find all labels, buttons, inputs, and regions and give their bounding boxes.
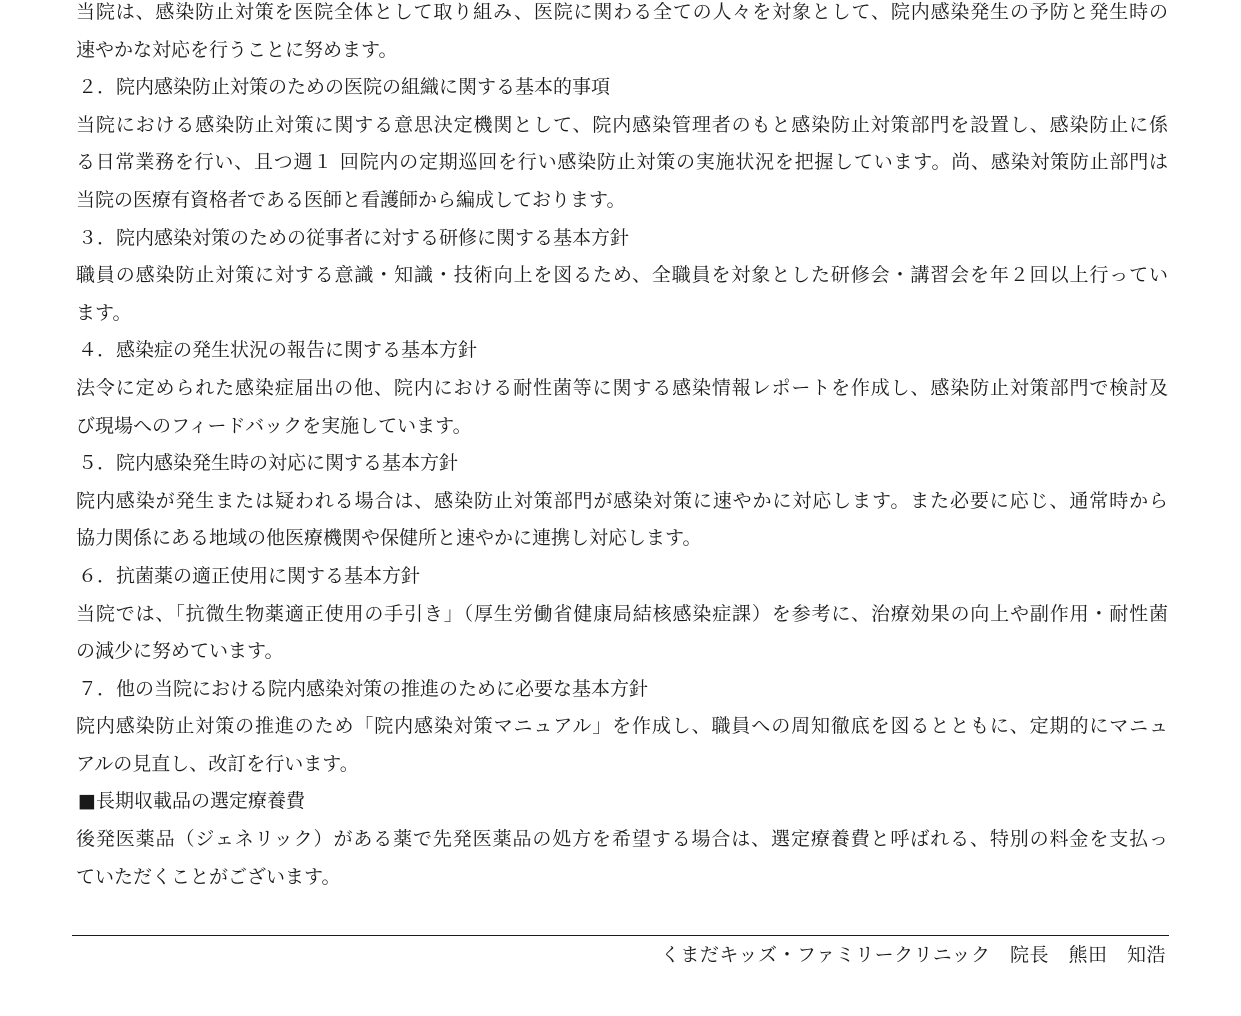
section-heading: ■長期収載品の選定療養費 — [78, 790, 305, 813]
section-heading: ４．感染症の発生状況の報告に関する基本方針 — [78, 339, 478, 362]
paragraph-line: び現場へのフィードバックを実施しています。 — [76, 414, 472, 437]
section-antimicrobial-use — [76, 558, 1168, 671]
paragraph-line: 当院における感染防止対策に関する意思決定機関として、院内感染管理者のもと感染防止対策部門を設置し、感染防止に係 — [76, 113, 1168, 136]
paragraph-line: 当院では、「抗微生物薬適正使用の手引き」（厚生労働省健康局結核感染症課）を参考に、治療効果の向上や副作用・耐性菌 — [76, 602, 1168, 625]
section-heading: ２．院内感染防止対策のための医院の組織に関する基本的事項 — [78, 76, 611, 99]
horizontal-divider — [72, 935, 1169, 936]
paragraph-line: アルの見直し、改訂を行います。 — [76, 752, 359, 775]
section-organization — [76, 69, 1168, 219]
paragraph-line: の減少に努めています。 — [76, 640, 284, 663]
paragraph-line: 協力関係にある地域の他医療機関や保健所と速やかに連携し対応します。 — [76, 527, 702, 550]
paragraph-line: 当院の医療有資格者である医師と看護師から編成しております。 — [76, 188, 626, 211]
section-heading: ６．抗菌薬の適正使用に関する基本方針 — [78, 564, 421, 587]
document-body — [76, 0, 1168, 896]
paragraph-line: 後発医薬品（ジェネリック）がある薬で先発医薬品の処方を希望する場合は、選定療養費と呼ばれる、特別の料金を支払っ — [76, 828, 1168, 851]
paragraph-line: 当院は、感染防止対策を医院全体として取り組み、医院に関わる全ての人々を対象として、院内感染発生の予防と発生時の — [76, 1, 1168, 23]
section-training — [76, 220, 1168, 333]
section-heading: ７．他の当院における院内感染対策の推進のために必要な基本方針 — [78, 677, 649, 700]
section-selective-medical-fee — [76, 783, 1168, 896]
paragraph-line: 速やかな対応を行うことに努めます。 — [76, 38, 398, 61]
clinic-signature: くまだキッズ・ファミリークリニック 院長 熊田 知浩 — [660, 944, 1166, 966]
section-reporting — [76, 332, 1168, 445]
paragraph-line: 法令に定められた感染症届出の他、院内における耐性菌等に関する感染情報レポートを作成し、感染防止対策部門で検討及 — [76, 376, 1168, 399]
paragraph-line: る日常業務を行い、且つ週１ 回院内の定期巡回を行い感染防止対策の実施状況を把握しています。尚、感染対策防止部門は — [76, 151, 1168, 174]
paragraph-line: 職員の感染防止対策に対する意識・知識・技術向上を図るため、全職員を対象とした研修会・講習会を年２回以上行ってい — [76, 264, 1168, 287]
section-heading: ３．院内感染対策のための従事者に対する研修に関する基本方針 — [78, 226, 630, 249]
section-heading: ５．院内感染発生時の対応に関する基本方針 — [78, 452, 459, 475]
section-outbreak-response — [76, 445, 1168, 558]
section-intro — [76, 0, 1168, 69]
section-promotion — [76, 671, 1168, 784]
paragraph-line: ます。 — [76, 301, 132, 324]
paragraph-line: 院内感染防止対策の推進のため「院内感染対策マニュアル」を作成し、職員への周知徹底を図るとともに、定期的にマニュ — [76, 715, 1168, 738]
paragraph-line: 院内感染が発生または疑われる場合は、感染防止対策部門が感染対策に速やかに対応します。また必要に応じ、通常時から — [76, 489, 1168, 512]
paragraph-line: ていただくことがございます。 — [76, 865, 341, 888]
